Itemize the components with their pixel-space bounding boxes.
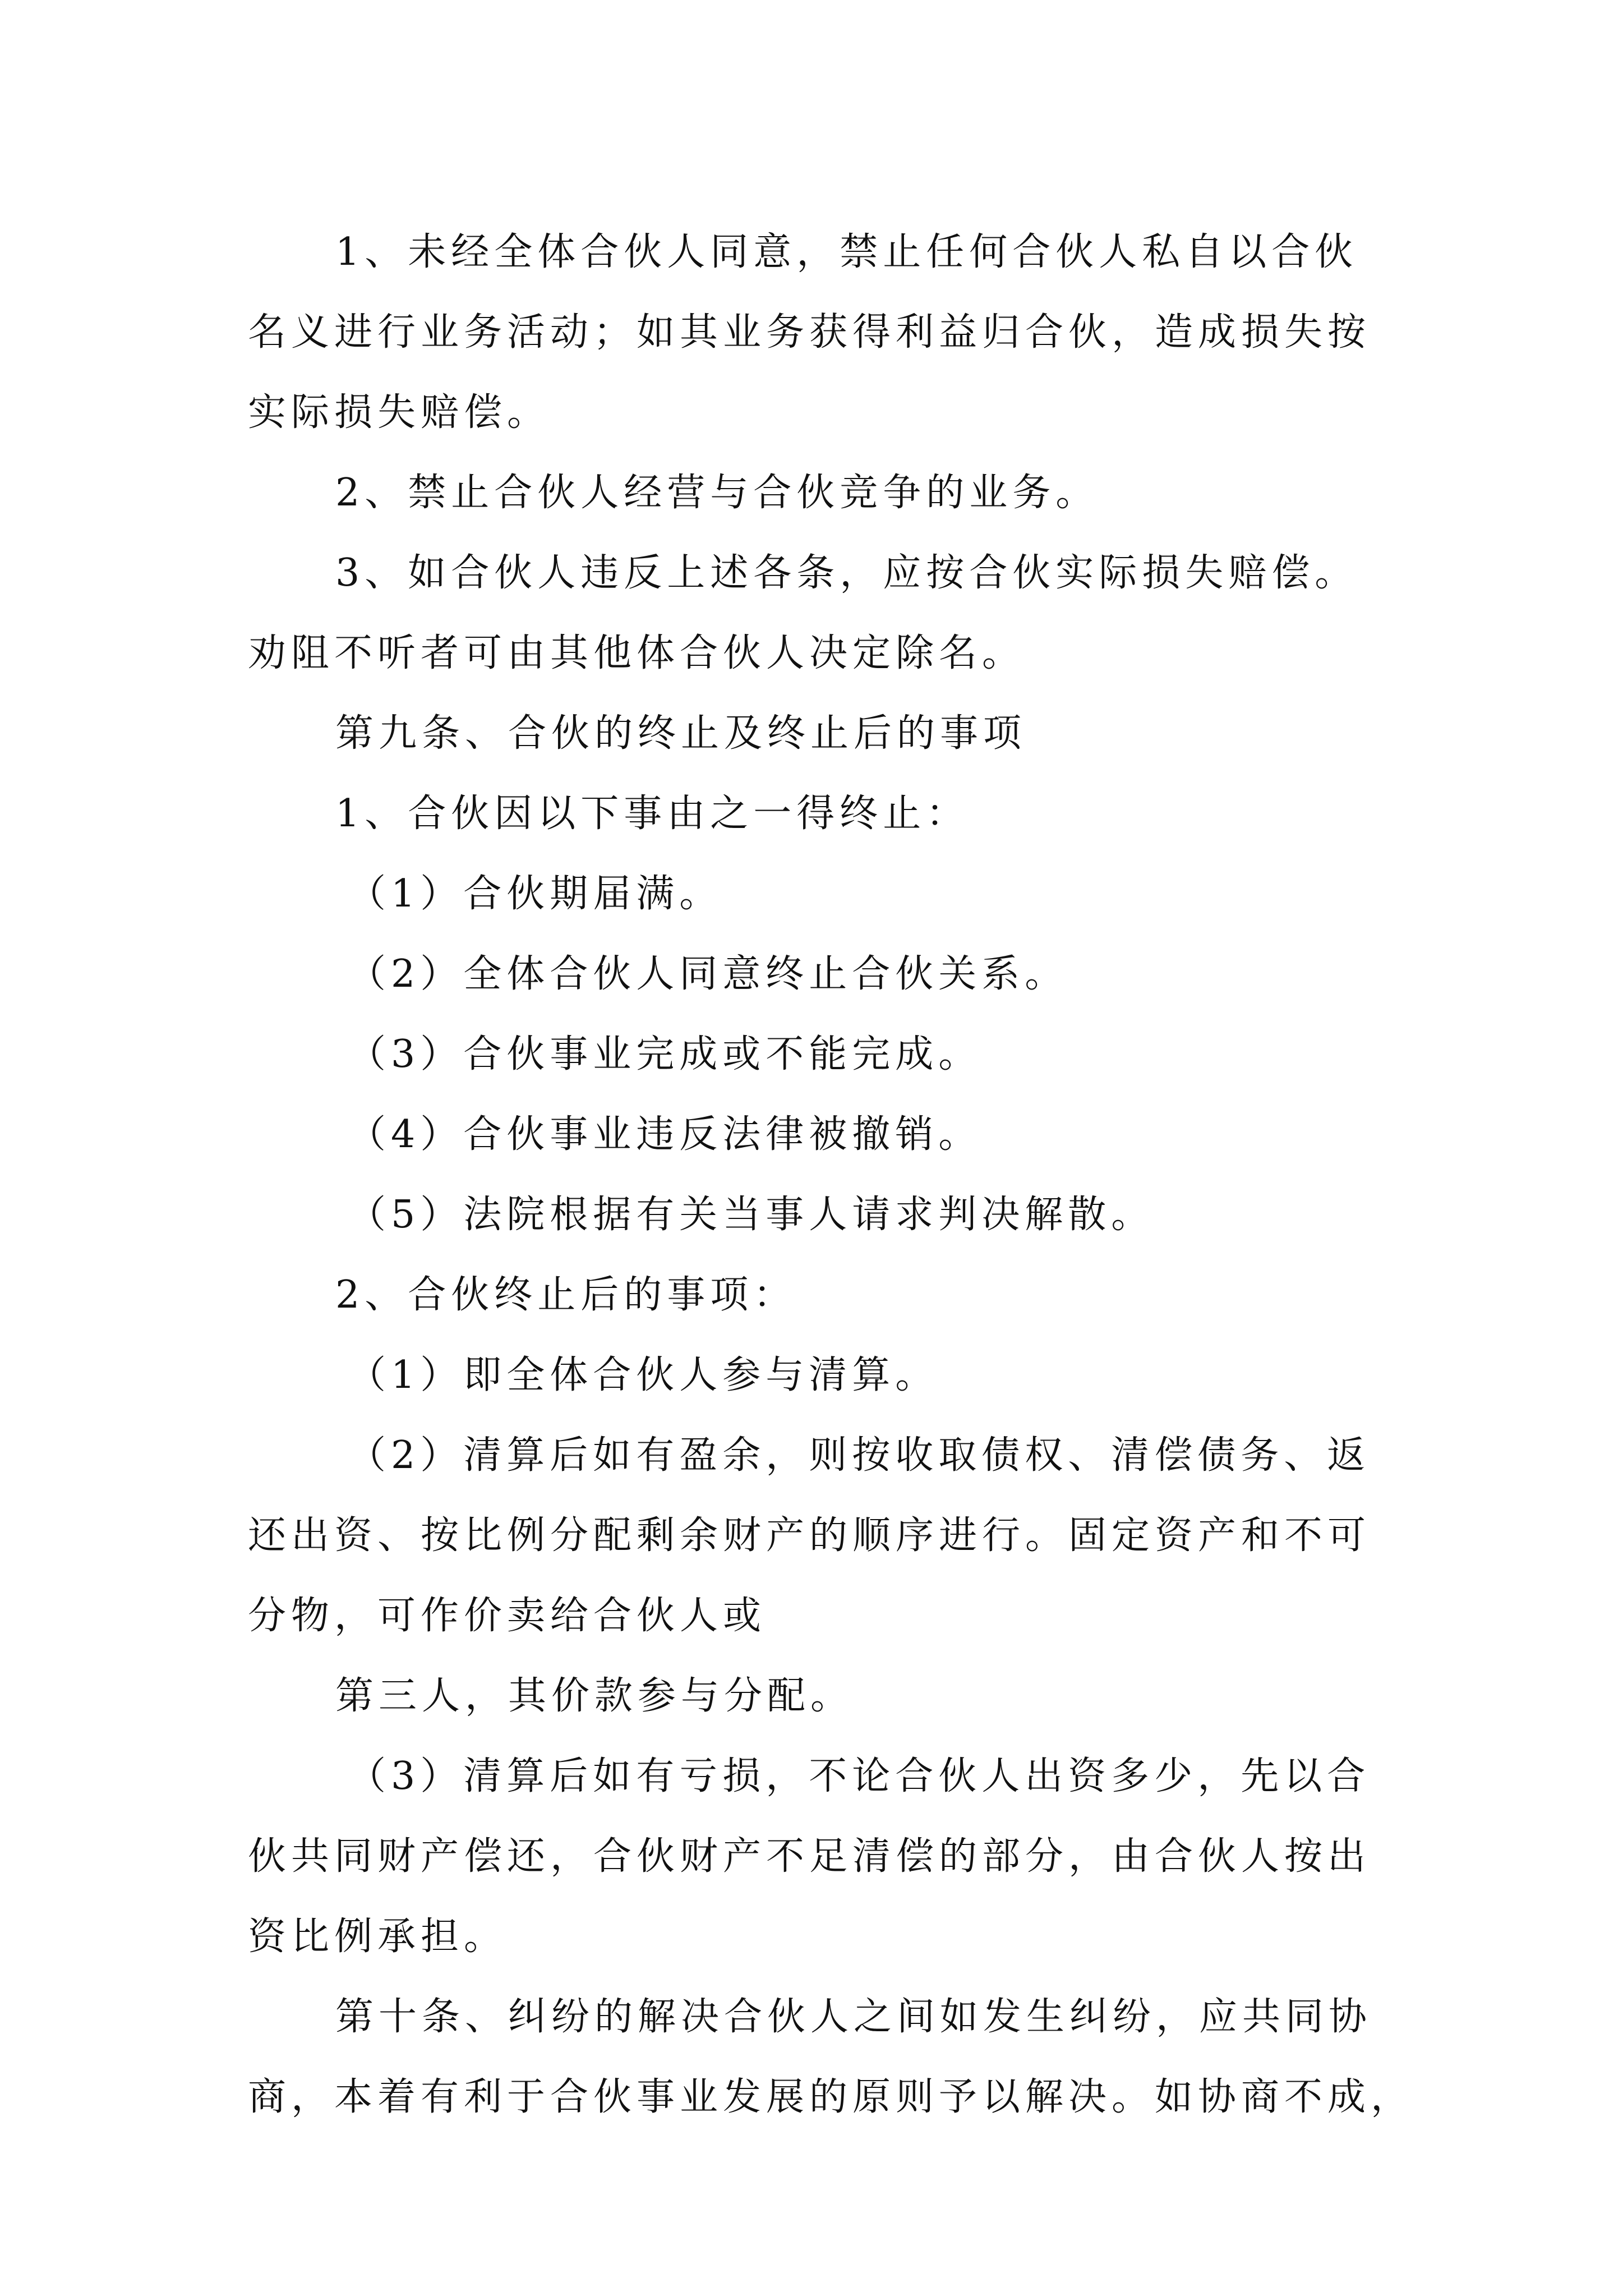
document-body	[248, 212, 1414, 2137]
paragraph-line: 2、禁止合伙人经营与合伙竞争的业务。	[335, 471, 1099, 515]
paragraph-line: 实际损失赔偿。	[248, 390, 551, 435]
list-item: （2）全体合伙人同意终止合伙关系。	[348, 952, 1068, 996]
list-item: （1）即全体合伙人参与清算。	[348, 1353, 939, 1397]
paragraph-line: 还出资、按比例分配剩余财产的顺序进行。固定资产和不可	[248, 1513, 1371, 1558]
paragraph-line: 第三人，其价款参与分配。	[335, 1674, 854, 1718]
paragraph-line: 劝阻不听者可由其他体合伙人决定除名。	[248, 631, 1026, 675]
section-heading: 第九条、合伙的终止及终止后的事项	[335, 711, 1027, 756]
paragraph-line: 1、未经全体合伙人同意，禁止任何合伙人私自以合伙	[335, 230, 1358, 274]
list-item: （3）清算后如有亏损，不论合伙人出资多少，先以合	[348, 1754, 1371, 1798]
paragraph-line: 分物，可作价卖给合伙人或	[248, 1594, 767, 1638]
paragraph-line: 1、合伙因以下事由之一得终止：	[335, 792, 970, 836]
list-item: （1）合伙期届满。	[348, 872, 723, 916]
paragraph-line: 商，本着有利于合伙事业发展的原则予以解决。如协商不成，	[248, 2075, 1414, 2119]
paragraph-line: 3、如合伙人违反上述各条，应按合伙实际损失赔偿。	[335, 551, 1358, 595]
list-item: （3）合伙事业完成或不能完成。	[348, 1032, 982, 1076]
paragraph-line: 伙共同财产偿还，合伙财产不足清偿的部分，由合伙人按出	[248, 1834, 1371, 1879]
paragraph-line: 2、合伙终止后的事项：	[335, 1273, 797, 1317]
list-item: （5）法院根据有关当事人请求判决解散。	[348, 1193, 1155, 1237]
list-item: （2）清算后如有盈余，则按收取债权、清偿债务、返	[348, 1433, 1371, 1478]
paragraph-line: 名义进行业务活动；如其业务获得利益归合伙，造成损失按	[248, 310, 1371, 355]
list-item: （4）合伙事业违反法律被撤销。	[348, 1112, 982, 1157]
paragraph-line: 资比例承担。	[248, 1915, 508, 1959]
section-heading: 第十条、纠纷的解决合伙人之间如发生纠纷，应共同协	[335, 1995, 1372, 2039]
